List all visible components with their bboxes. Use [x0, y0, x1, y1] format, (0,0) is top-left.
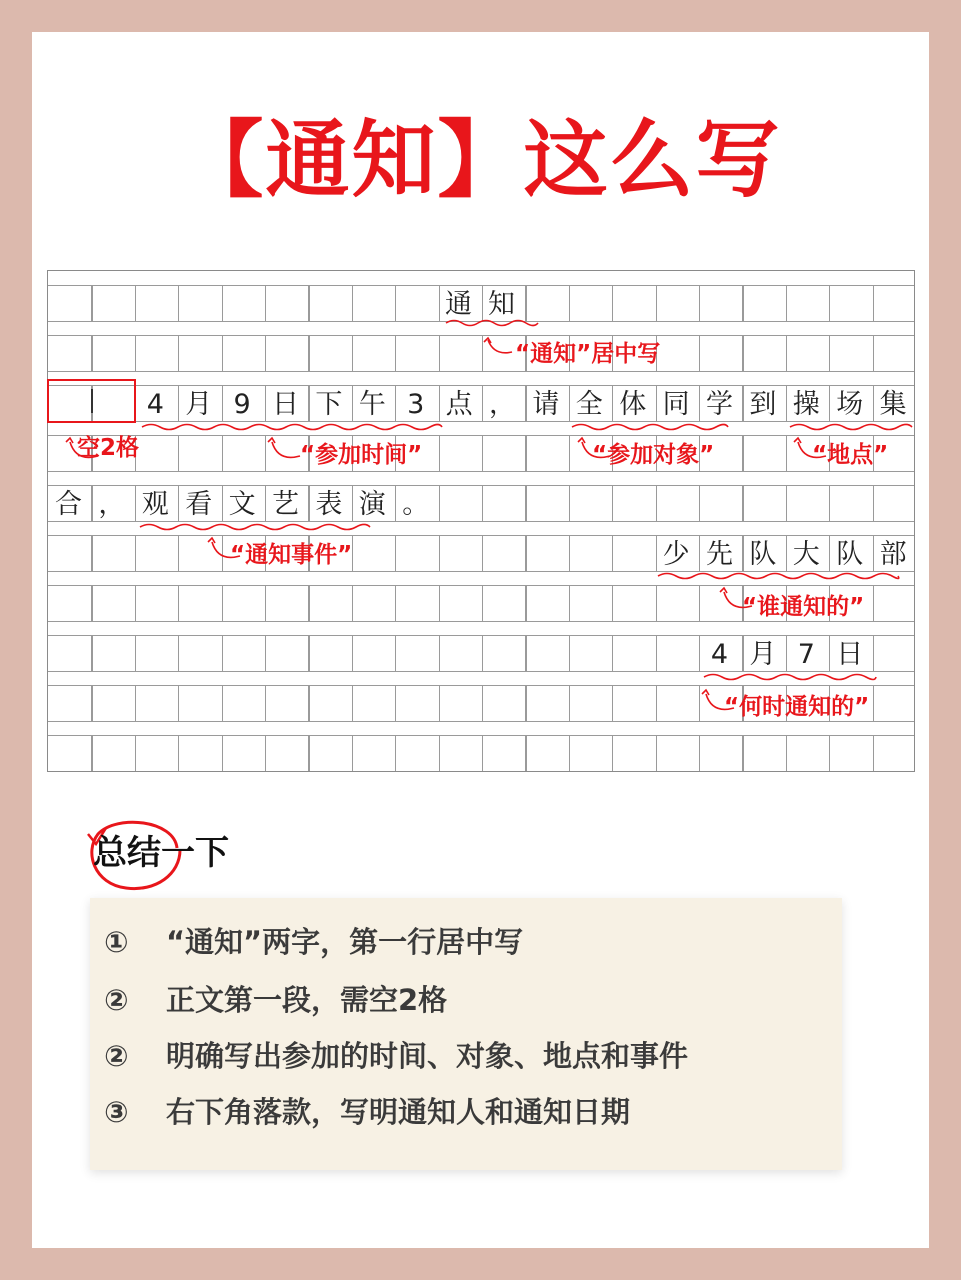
grid-char: 月 — [749, 639, 777, 670]
item-text: “通知”两字，第一行居中写 — [166, 925, 524, 959]
annotation-center: “通知”居中写 — [515, 341, 661, 367]
grid-char: 队 — [749, 539, 777, 570]
grid-char: ， — [489, 389, 516, 420]
summary-item — [104, 1092, 630, 1132]
grid-char: 大 — [792, 539, 820, 570]
grid-char: 艺 — [272, 489, 299, 520]
item-number: ③ — [104, 1095, 129, 1129]
grid-char: 少 — [662, 539, 690, 570]
item-number: ① — [104, 925, 129, 959]
item-text: 明确写出参加的时间、对象、地点和事件 — [166, 1039, 689, 1073]
grid-char: 午 — [358, 389, 386, 420]
item-number: ② — [104, 983, 129, 1017]
grid-char: 先 — [706, 539, 733, 570]
grid-char: 表 — [315, 489, 343, 520]
annotation-event: “通知事件” — [230, 542, 353, 568]
summary-item — [104, 1036, 688, 1076]
grid-char: 操 — [792, 389, 820, 420]
grid-char: 月 — [185, 389, 213, 420]
item-number: ② — [104, 1039, 129, 1073]
grid-char: ， — [98, 489, 126, 520]
annotation-audience: “参加对象” — [592, 442, 715, 468]
grid-char: 合 — [55, 489, 82, 520]
item-text: 右下角落款，写明通知人和通知日期 — [166, 1095, 631, 1129]
grid-char: 集 — [879, 389, 907, 420]
grid-char: 通 — [445, 289, 472, 320]
grid-char: 体 — [619, 389, 647, 420]
grid-char: 3 — [407, 389, 425, 420]
grid-char: 到 — [749, 389, 777, 420]
grid-char: 请 — [532, 389, 560, 420]
grid-char: 文 — [228, 489, 256, 520]
annotation-indent: 空2格 — [77, 435, 140, 461]
summary-heading: 总结一下 — [93, 833, 229, 873]
grid-char: 知 — [488, 289, 515, 320]
grid-char: 演 — [358, 489, 386, 520]
grid-char: 全 — [575, 389, 603, 420]
grid-char: 观 — [141, 489, 169, 520]
grid-char: 部 — [879, 539, 907, 570]
grid-char: 学 — [706, 389, 733, 420]
grid-char: 4 — [710, 639, 729, 670]
summary-note — [90, 898, 842, 1170]
grid-char: 日 — [272, 389, 299, 420]
grid-char: 同 — [662, 389, 690, 420]
annotation-who-notify: “谁通知的” — [742, 594, 865, 620]
summary-item — [104, 980, 447, 1020]
grid-char: 点 — [445, 389, 473, 420]
grid-char: 。 — [402, 489, 430, 520]
grid-char: 看 — [185, 489, 213, 520]
annotation-when-notify: “何时通知的” — [724, 694, 870, 720]
grid-char: 7 — [797, 639, 815, 670]
annotation-time: “参加时间” — [300, 442, 423, 468]
grid-char: 下 — [315, 389, 343, 420]
page-title: 【通知】这么写 — [179, 111, 782, 209]
item-text: 正文第一段，需空2格 — [166, 983, 448, 1017]
annotation-place: “地点” — [812, 442, 889, 468]
grid-char: 日 — [836, 639, 864, 670]
grid-char: 9 — [233, 389, 251, 420]
summary-item — [104, 922, 523, 962]
grid-char: 4 — [146, 389, 164, 420]
grid-char: 队 — [836, 539, 864, 570]
grid-char: 场 — [836, 389, 864, 420]
